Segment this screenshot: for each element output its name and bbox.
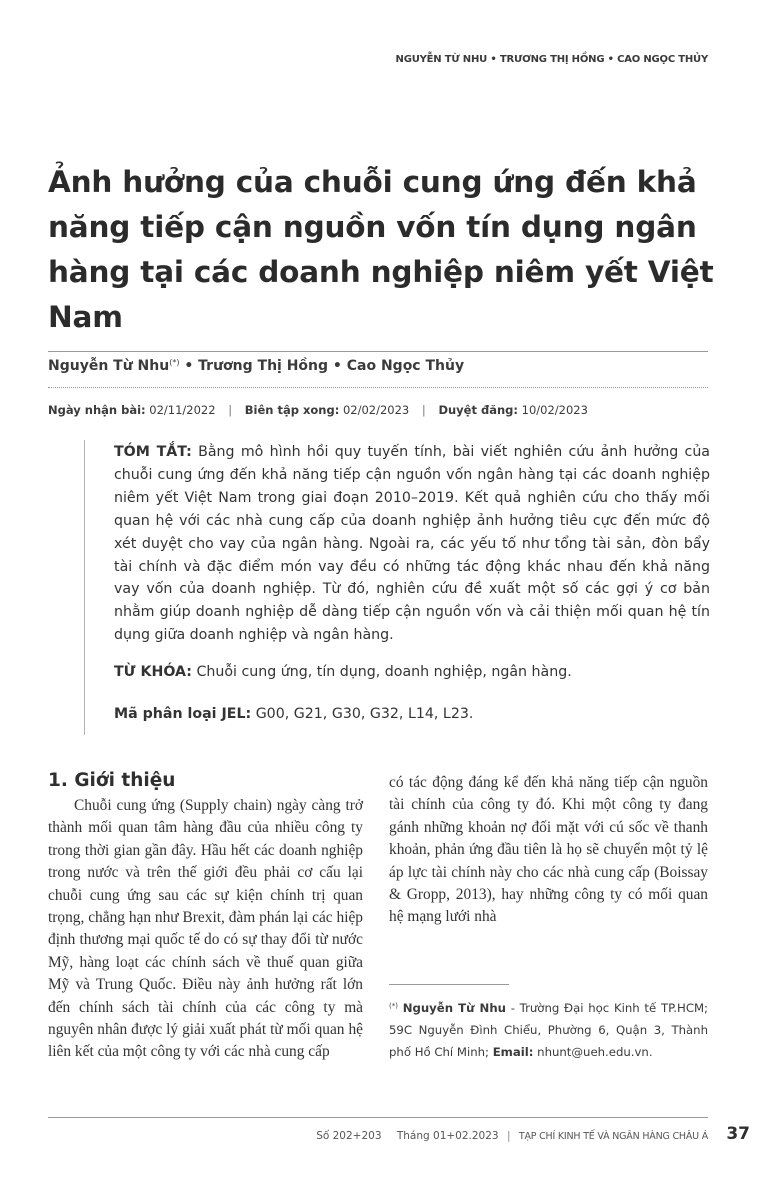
divider [48, 387, 708, 388]
co-authors: • Trương Thị Hồng • Cao Ngọc Thủy [179, 358, 465, 374]
issue-month: Tháng 01+02.2023 [396, 1130, 499, 1142]
page-number: 37 [726, 1124, 750, 1144]
divider [48, 351, 708, 352]
edited-label: Biên tập xong: [244, 403, 340, 417]
running-head: NGUYỄN TỪ NHU • TRƯƠNG THỊ HỒNG • CAO NGỌC THỦY [395, 54, 708, 65]
body-text-right-column: có tác động đáng kể đến khả năng tiếp cận nguồn tài chính của công ty đó. Khi một công ty đang gánh những khoản nợ đối mặt với cú sốc về thanh khoản, phản ứng đầu tiên là họ sẽ chuyển một tỷ lệ áp lực tài chính này cho các nhà cung cấp (Boissay & Gropp, 2013), hay những công ty có mối quan hệ mạng lưới nhà [389, 774, 708, 926]
first-author: Nguyễn Từ Nhu [48, 358, 170, 374]
keywords-text: Chuỗi cung ứng, tín dụng, doanh nghiệp, ngân hàng. [196, 664, 572, 680]
footnote-author: Nguyễn Từ Nhu [402, 1001, 506, 1015]
author-email: nhunt@ueh.edu.vn. [537, 1045, 653, 1059]
footnote [389, 995, 708, 1063]
jel-label: Mã phân loại JEL: [114, 706, 252, 722]
footnote-mark: (*) [389, 1002, 398, 1010]
abstract-side-rule [84, 440, 85, 735]
author-line [48, 358, 464, 374]
separator: | [228, 403, 233, 417]
received-label: Ngày nhận bài: [48, 403, 146, 417]
section-heading: 1. Giới thiệu [48, 770, 176, 791]
issue-number: Số 202+203 [316, 1130, 382, 1142]
separator: | [421, 403, 426, 417]
approved-date: 10/02/2023 [521, 403, 588, 417]
approved-label: Duyệt đăng: [438, 403, 518, 417]
received-date: 02/11/2022 [149, 403, 216, 417]
abstract-label: TÓM TẮT: [114, 444, 192, 460]
page-footer [316, 1130, 708, 1142]
jel-codes [114, 706, 710, 722]
jel-text: G00, G21, G30, G32, L14, L23. [255, 706, 474, 722]
abstract-text: Bằng mô hình hồi quy tuyến tính, bài viết nghiên cứu ảnh hưởng của chuỗi cung ứng đến khả năng tiếp cận nguồn vốn ngân hàng tại các doanh nghiệp niêm yết Việt Nam trong giai đoạn 2010–2019. Kết quả nghiên cứu cho thấy mối quan hệ với các nhà cung cấp của doanh nghiệp ảnh hưởng tiêu cực đến mức độ xét duyệt cho vay của ngân hàng. Ngoài ra, các yếu tố như tổng tài sản, đòn bẩy tài chính và đặc điểm món vay đều có những tác động khác nhau đến khả năng vay vốn của doanh nghiệp. Từ đó, nghiên cứu đề xuất một số các gợi ý cơ bản nhằm giúp doanh nghiệp dễ dàng tiếp cận nguồn vốn và cải thiện mối quan hệ tín dụng giữa doanh nghiệp và ngân hàng. [114, 444, 711, 644]
footer-divider [48, 1117, 708, 1118]
article-dates [48, 403, 588, 417]
abstract [114, 441, 710, 647]
keywords-label: TỪ KHÓA: [114, 664, 192, 680]
footnote-affiliation: - Trường Đại học Kinh tế TP.HCM; 59C Nguyễn Đình Chiểu, Phường 6, Quận 3, Thành phố Hồ Chí Minh; [389, 1001, 708, 1059]
footnote-divider [389, 984, 509, 985]
journal-name: TẠP CHÍ KINH TẾ VÀ NGÂN HÀNG CHÂU Á [518, 1131, 708, 1142]
footnote-marker: (*) [169, 358, 180, 367]
body-text-left-column: Chuỗi cung ứng (Supply chain) ngày càng trở thành mối quan tâm hàng đầu của nhiều công ty trong thời gian gần đây. Hầu hết các doanh nghiệp trong nước và trên thế giới đều phải cơ cấu lại chuỗi cung ứng sau các sự kiện chính trị quan trọng, chẳng hạn như Brexit, đàm phán lại các hiệp định thương mại quốc tế do có sự thay đổi từ nước Mỹ, hàng loạt các chính sách về thuế quan giữa Mỹ và Trung Quốc. Điều này ảnh hưởng rất lớn đến chính sách tài chính của các công ty mà nguyên nhân được lý giải xuất phát từ mối quan hệ liên kết của một công ty với các nhà cung cấp [48, 797, 363, 1061]
edited-date: 02/02/2023 [342, 403, 410, 417]
separator: | [506, 1130, 511, 1142]
keywords [114, 664, 710, 680]
article-title: Ảnh hưởng của chuỗi cung ứng đến khả năng tiếp cận nguồn vốn tín dụng ngân hàng tại các doanh nghiệp niêm yết Việt Nam [48, 165, 714, 334]
email-label: Email: [492, 1045, 534, 1059]
